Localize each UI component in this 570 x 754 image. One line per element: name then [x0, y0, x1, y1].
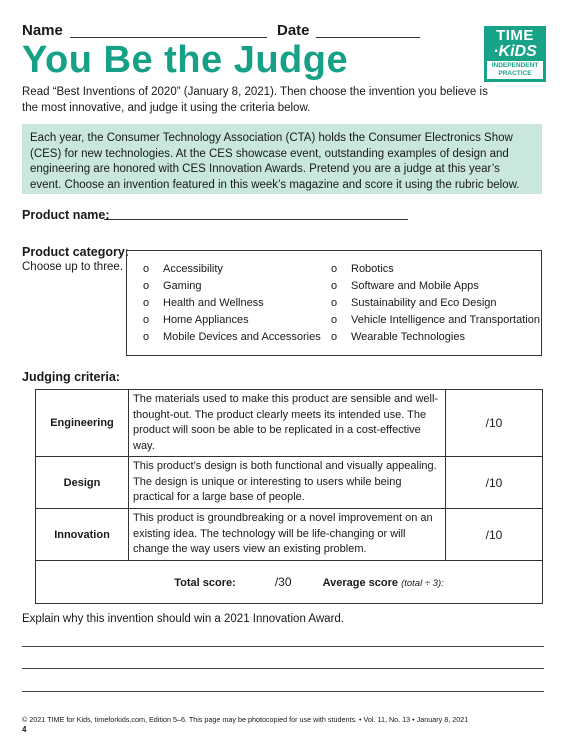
category-options-box [126, 250, 542, 356]
category-option[interactable] [143, 280, 202, 292]
copyright-text: © 2021 TIME for Kids, timeforkids.com, Edition 5–6. This page may be photocopied for use with students. • Vol. 11, No. 13 • January 8, 2021 [22, 715, 469, 724]
intro-text: Read “Best Inventions of 2020” (January 8, 2021). Then choose the invention you believe is the most innovative, and judge it using the criteria below. [22, 86, 488, 114]
criterion-description: This product is groundbreaking or a novel improvement on an existing idea. The technology will be life-changing or will change the way users view an existing problem. [129, 509, 446, 561]
checkbox-icon[interactable]: o [331, 331, 338, 343]
category-option[interactable] [143, 263, 223, 275]
criterion-name: Engineering [36, 390, 129, 457]
option-label: Software and Mobile Apps [351, 280, 479, 292]
explain-prompt: Explain why this invention should win a 2021 Innovation Award. [22, 613, 344, 625]
answer-line[interactable] [22, 668, 544, 669]
category-option[interactable] [331, 297, 497, 309]
category-option[interactable] [331, 280, 479, 292]
checkbox-icon[interactable]: o [331, 280, 338, 292]
criterion-name: Design [36, 457, 129, 509]
answer-line[interactable] [22, 691, 544, 692]
category-option[interactable] [143, 331, 321, 343]
totals-row [36, 561, 543, 604]
category-option[interactable] [331, 263, 394, 275]
product-category-hint: Choose up to three. [22, 261, 124, 273]
logo-line-2: ·KiDS [493, 43, 537, 60]
judging-rubric-table [35, 389, 543, 604]
page-number: 4 [22, 725, 27, 734]
footer [22, 715, 468, 735]
criterion-description: This product’s design is both functional and visually appealing. The design is unique or interesting to users while being practical for a large base of people. [129, 457, 446, 509]
category-option[interactable] [331, 331, 465, 343]
judging-criteria-label: Judging criteria: [22, 370, 120, 384]
option-label: Mobile Devices and Accessories [163, 331, 321, 343]
totals-cell [36, 561, 543, 604]
checkbox-icon[interactable]: o [143, 314, 150, 326]
date-label: Date [277, 22, 310, 39]
option-label: Vehicle Intelligence and Transportation [351, 314, 540, 326]
table-row [36, 457, 543, 509]
checkbox-icon[interactable]: o [143, 331, 150, 343]
checkbox-icon[interactable]: o [331, 314, 338, 326]
product-category-label: Product category: [22, 245, 129, 259]
checkbox-icon[interactable]: o [331, 263, 338, 275]
option-label: Accessibility [163, 263, 223, 275]
option-label: Health and Wellness [163, 297, 264, 309]
logo-line-3: INDEPENDENT PRACTICE [487, 61, 543, 79]
table-row [36, 509, 543, 561]
total-score-field[interactable]: /30 [274, 575, 292, 589]
category-option[interactable] [143, 297, 264, 309]
criterion-name: Innovation [36, 509, 129, 561]
criterion-score-field[interactable]: /10 [446, 390, 543, 457]
checkbox-icon[interactable]: o [331, 297, 338, 309]
checkbox-icon[interactable]: o [143, 280, 150, 292]
table-row [36, 390, 543, 457]
criterion-score-field[interactable]: /10 [446, 457, 543, 509]
page-title: You Be the Judge [22, 39, 349, 81]
checkbox-icon[interactable]: o [143, 263, 150, 275]
criterion-score-field[interactable]: /10 [446, 509, 543, 561]
total-score-label: Total score: [174, 577, 236, 589]
average-score-note: (total ÷ 3): [401, 578, 444, 589]
product-name-field[interactable] [104, 219, 408, 220]
answer-line[interactable] [22, 646, 544, 647]
product-name-label: Product name: [22, 208, 110, 222]
name-label: Name [22, 22, 63, 39]
option-label: Sustainability and Eco Design [351, 297, 497, 309]
option-label: Home Appliances [163, 314, 249, 326]
logo-line-1: TIME [496, 27, 534, 44]
average-score-label: Average score [322, 577, 398, 589]
criterion-description: The materials used to make this product are sensible and well-thought-out. The product clearly meets its intended use. The product will soon be able to be replicated in a cost-effective way. [129, 390, 446, 457]
option-label: Gaming [163, 280, 202, 292]
time-for-kids-logo [484, 26, 546, 82]
info-box: Each year, the Consumer Technology Association (CTA) holds the Consumer Electronics Show (CES) for new technologies. At the CES showcase event, outstanding examples of design and engineering are honored with CES Innovation Awards. Pretend you are a judge at this year’s event. Choose an invention featured in this week’s magazine and score it using the rubric below. [22, 124, 542, 194]
option-label: Robotics [351, 263, 394, 275]
checkbox-icon[interactable]: o [143, 297, 150, 309]
category-option[interactable] [331, 314, 540, 326]
option-label: Wearable Technologies [351, 331, 465, 343]
category-option[interactable] [143, 314, 249, 326]
